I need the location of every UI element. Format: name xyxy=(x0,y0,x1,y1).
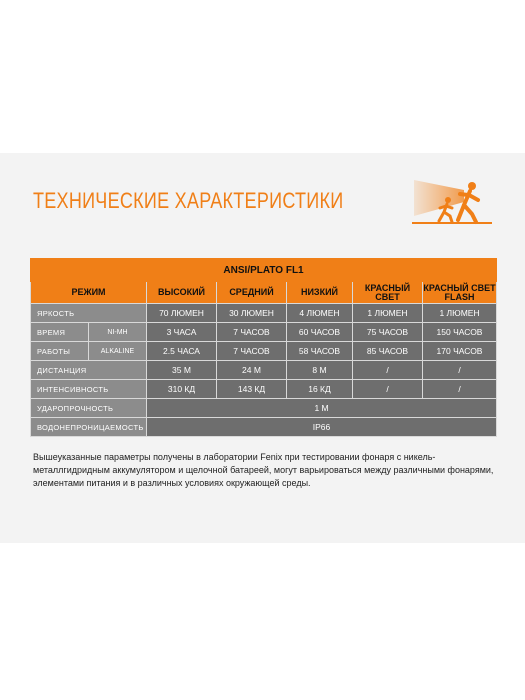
waterproof-label: ВОДОНЕПРОНИЦАЕМОСТЬ xyxy=(31,418,147,437)
distance-label: ДИСТАНЦИЯ xyxy=(31,361,147,380)
header-red: КРАСНЫЙ СВЕТ xyxy=(353,282,423,304)
distance-value: / xyxy=(423,361,497,380)
runtime-nimh-value: 75 ЧАСОВ xyxy=(353,323,423,342)
intensity-value: 310 КД xyxy=(147,380,217,399)
brightness-value: 30 ЛЮМЕН xyxy=(217,304,287,323)
header-high: ВЫСОКИЙ xyxy=(147,282,217,304)
header-mid: СРЕДНИЙ xyxy=(217,282,287,304)
intensity-value: 16 КД xyxy=(287,380,353,399)
distance-value: 24 М xyxy=(217,361,287,380)
header-low: НИЗКИЙ xyxy=(287,282,353,304)
brightness-value: 1 ЛЮМЕН xyxy=(423,304,497,323)
brightness-label: ЯРКОСТЬ xyxy=(31,304,147,323)
runtime-label-top: ВРЕМЯ xyxy=(31,323,89,342)
page-title: ТЕХНИЧЕСКИЕ ХАРАКТЕРИСТИКИ xyxy=(33,188,344,213)
header-mode: РЕЖИМ xyxy=(31,282,147,304)
footnote: Вышеуказанные параметры получены в лаборатории Fenix при тестировании фонаря с никель-металлгидридным аккумулятором и щелочной батареей, могут варьироваться между различными фонарями, элементами питания и в различных условиях окружающей среды. xyxy=(33,452,494,488)
runtime-alkaline-value: 85 ЧАСОВ xyxy=(353,342,423,361)
intensity-value: / xyxy=(423,380,497,399)
runtime-nimh-value: 3 ЧАСА xyxy=(147,323,217,342)
table-title: ANSI/PLATO FL1 xyxy=(31,259,497,282)
brightness-value: 4 ЛЮМЕН xyxy=(287,304,353,323)
runtime-alkaline-value: 58 ЧАСОВ xyxy=(287,342,353,361)
distance-value: 35 М xyxy=(147,361,217,380)
runtime-nimh-label: NI-MH xyxy=(89,323,147,342)
runtime-nimh-value: 150 ЧАСОВ xyxy=(423,323,497,342)
runtime-alkaline-label: ALKALINE xyxy=(89,342,147,361)
intensity-value: 143 КД xyxy=(217,380,287,399)
header-red-flash: КРАСНЫЙ СВЕТ FLASH xyxy=(423,282,496,302)
runtime-nimh-value: 7 ЧАСОВ xyxy=(217,323,287,342)
intensity-label: ИНТЕНСИВНОСТЬ xyxy=(31,380,147,399)
brightness-value: 70 ЛЮМЕН xyxy=(147,304,217,323)
impact-value: 1 М xyxy=(147,399,497,418)
runtime-label-bottom: РАБОТЫ xyxy=(31,342,89,361)
runtime-alkaline-value: 170 ЧАСОВ xyxy=(423,342,497,361)
runtime-alkaline-value: 2.5 ЧАСА xyxy=(147,342,217,361)
waterproof-value: IP66 xyxy=(147,418,497,437)
impact-label: УДАРОПРОЧНОСТЬ xyxy=(31,399,147,418)
running-family-flashlight-icon xyxy=(412,172,494,234)
runtime-alkaline-value: 7 ЧАСОВ xyxy=(217,342,287,361)
brightness-value: 1 ЛЮМЕН xyxy=(353,304,423,323)
specs-table xyxy=(30,258,497,437)
runtime-nimh-value: 60 ЧАСОВ xyxy=(287,323,353,342)
distance-value: / xyxy=(353,361,423,380)
distance-value: 8 М xyxy=(287,361,353,380)
intensity-value: / xyxy=(353,380,423,399)
